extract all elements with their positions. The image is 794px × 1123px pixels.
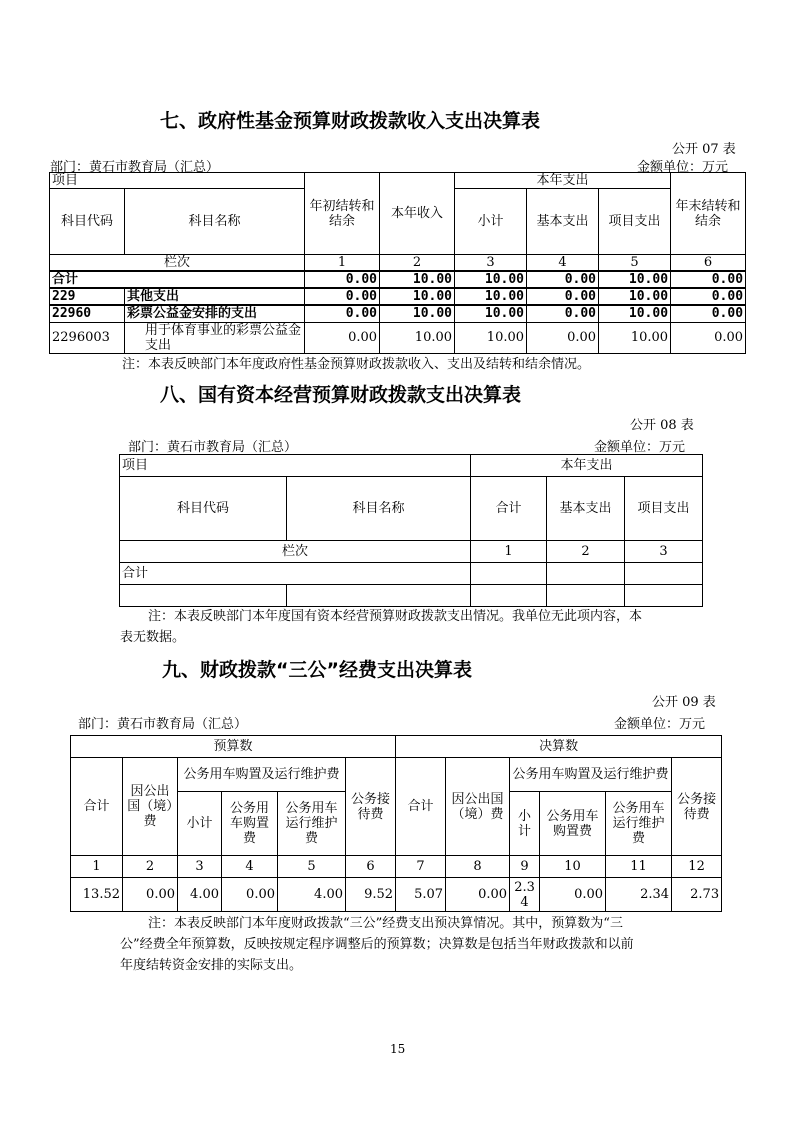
col-num: 2 [123,856,178,878]
header-column-index: 栏次 [120,541,471,563]
cell: 0.00 [671,322,746,353]
header-vehicle: 公务用车购置及运行维护费 [510,758,672,792]
cell: 0.00 [527,271,599,288]
cell: 0.00 [671,305,746,322]
row-name: 用于体育事业的彩票公益金支出 [125,322,305,353]
section9-title: 九、财政拨款“三公”经费支出决算表 [162,659,472,681]
row-name: 其他支出 [125,288,305,305]
col-num: 1 [71,856,123,878]
col-num: 8 [446,856,510,878]
col-num: 5 [599,255,671,272]
cell: 10.00 [455,322,527,353]
section9-note-line3: 年度结转资金安排的实际支出。 [120,958,303,973]
table-row [50,288,746,305]
section8-note-line2: 表无数据。 [120,630,186,645]
cell: 0.00 [305,322,380,353]
cell [625,563,703,585]
header-final: 决算数 [396,736,722,758]
cell: 0.00 [540,878,606,912]
cell: 13.52 [71,878,123,912]
cell [471,585,547,607]
unit-label: 金额单位：万元 [614,717,706,732]
header-abroad: 因公出国（境）费 [446,758,510,856]
col-num: 12 [672,856,722,878]
row-total-label: 合计 [120,563,471,585]
cell: 0.00 [305,305,380,322]
form-number: 公开 07 表 [672,142,736,157]
row-code: 22960 [50,305,125,322]
cell: 9.52 [346,878,396,912]
header-reception: 公务接待费 [672,758,722,856]
header-abroad: 因公出国（境）费 [123,758,178,856]
row-name: 彩票公益金安排的支出 [125,305,305,322]
header-item: 项目 [120,455,471,477]
col-num: 5 [278,856,346,878]
col-num: 6 [671,255,746,272]
header-end-balance: 年末结转和结余 [671,173,746,255]
cell: 10.00 [599,271,671,288]
cell: 2.73 [672,878,722,912]
table-row [50,305,746,322]
cell: 10.00 [380,271,455,288]
col-num: 2 [547,541,625,563]
header-running: 公务用车运行维护费 [278,792,346,856]
col-num: 4 [222,856,278,878]
cell: 0.00 [527,288,599,305]
cell: 0.00 [671,288,746,305]
cell: 0.00 [123,878,178,912]
header-code: 科目代码 [120,477,287,541]
header-purchase: 公务用车购置费 [540,792,606,856]
cell: 10.00 [455,288,527,305]
cell: 0.00 [222,878,278,912]
col-num: 10 [540,856,606,878]
col-num: 1 [305,255,380,272]
col-num: 6 [346,856,396,878]
header-vehicle: 公务用车购置及运行维护费 [178,758,346,792]
section8-title: 八、国有资本经营预算财政拨款支出决算表 [160,384,522,406]
department-label: 部门：黄石市教育局（汇总） [128,440,298,455]
col-num: 2 [380,255,455,272]
cell: 2.34 [606,878,672,912]
col-num: 3 [455,255,527,272]
header-budget: 预算数 [71,736,396,758]
col-num: 7 [396,856,446,878]
header-subtotal: 小计 [178,792,222,856]
cell: 10.00 [599,322,671,353]
cell [625,585,703,607]
header-current-expenditure: 本年支出 [471,455,703,477]
section7-note: 注：本表反映部门本年度政府性基金预算财政拨款收入、支出及结转和结余情况。 [122,357,591,372]
table-row [120,563,703,585]
cell: 10.00 [599,288,671,305]
department-label: 部门：黄石市教育局（汇总） [50,160,220,175]
unit-label: 金额单位：万元 [637,160,729,175]
table-row [120,585,703,607]
cell: 0.00 [305,288,380,305]
header-item: 项目 [50,173,305,189]
col-num: 4 [527,255,599,272]
header-code: 科目代码 [50,189,125,255]
page-number: 15 [390,1042,406,1056]
cell: 4.00 [278,878,346,912]
cell: 0.00 [527,305,599,322]
cell [471,563,547,585]
header-project: 项目支出 [599,189,671,255]
section9-note-line1: 注：本表反映部门本年度财政拨款“三公”经费支出预决算情况。其中，预算数为“三 [148,916,623,931]
cell [547,585,625,607]
cell: 10.00 [380,322,455,353]
row-code: 合计 [50,271,305,288]
col-num: 1 [471,541,547,563]
form-number: 公开 09 表 [652,695,716,710]
cell: 0.00 [527,322,599,353]
cell: 0.00 [446,878,510,912]
header-begin-balance: 年初结转和结余 [305,173,380,255]
cell: 10.00 [380,288,455,305]
department-label: 部门：黄石市教育局（汇总） [78,717,248,732]
cell: 0.00 [305,271,380,288]
cell: 5.07 [396,878,446,912]
section7-table [49,172,746,354]
form-number: 公开 08 表 [630,418,694,433]
col-num: 11 [606,856,672,878]
header-basic: 基本支出 [527,189,599,255]
section9-note-line2: 公”经费全年预算数，反映按规定程序调整后的预算数；决算数是包括当年财政拨款和以前 [120,937,634,952]
col-num: 3 [178,856,222,878]
header-name: 科目名称 [125,189,305,255]
header-subtotal: 小计 [510,792,540,856]
cell [120,585,287,607]
header-project: 项目支出 [625,477,703,541]
header-current-expenditure: 本年支出 [455,173,671,189]
header-running: 公务用车运行维护费 [606,792,672,856]
header-income: 本年收入 [380,173,455,255]
cell: 10.00 [455,271,527,288]
header-total: 合计 [396,758,446,856]
section9-table [70,735,722,912]
header-purchase: 公务用车购置费 [222,792,278,856]
header-subtotal: 小计 [455,189,527,255]
cell [547,563,625,585]
section7-title: 七、政府性基金预算财政拨款收入支出决算表 [160,110,541,132]
header-column-index: 栏次 [50,255,305,272]
header-basic: 基本支出 [547,477,625,541]
header-reception: 公务接待费 [346,758,396,856]
cell: 0.00 [671,271,746,288]
cell: 2.34 [510,878,540,912]
unit-label: 金额单位：万元 [594,440,686,455]
section8-note-line1: 注：本表反映部门本年度国有资本经营预算财政拨款支出情况。我单位无此项内容，本 [148,609,643,624]
col-num: 9 [510,856,540,878]
cell: 10.00 [380,305,455,322]
header-total: 合计 [471,477,547,541]
cell: 4.00 [178,878,222,912]
section8-table [119,454,703,607]
cell: 10.00 [455,305,527,322]
row-code: 2296003 [50,322,125,353]
cell: 10.00 [599,305,671,322]
header-name: 科目名称 [287,477,471,541]
cell [287,585,471,607]
table-row [71,878,722,912]
col-num: 3 [625,541,703,563]
table-row [50,322,746,353]
header-total: 合计 [71,758,123,856]
table-row [50,271,746,288]
row-code: 229 [50,288,125,305]
